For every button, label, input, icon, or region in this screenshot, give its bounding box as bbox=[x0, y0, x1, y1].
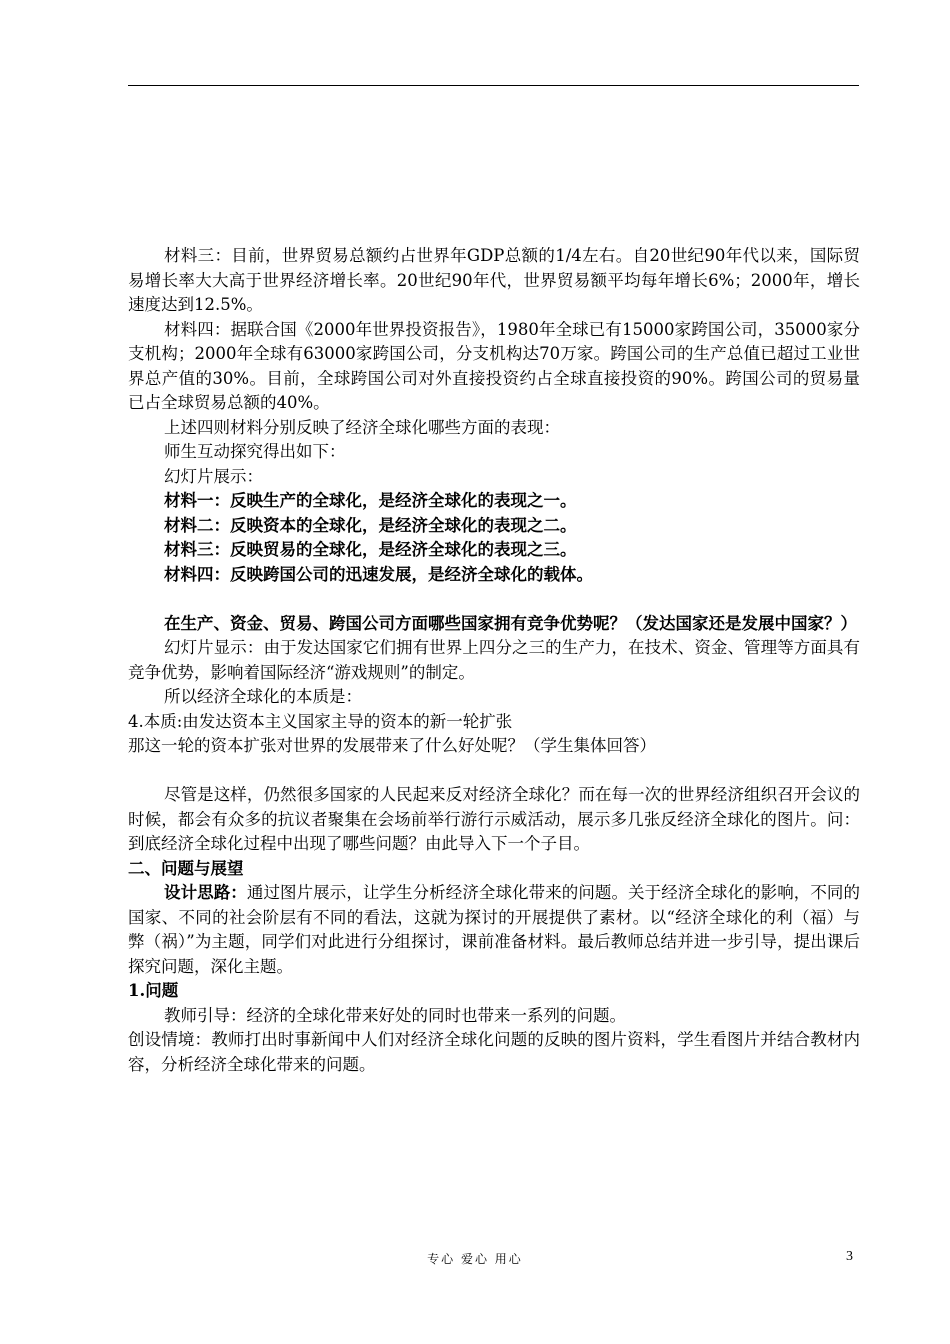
document-body bbox=[128, 244, 860, 1077]
material-3-paragraph: 材料三：目前，世界贸易总额约占世界年GDP总额的1/4左右。自20世纪90年代以来，国际贸易增长率大大高于世界经济增长率。20世纪90年代，世界贸易额平均每年增长6%；2000年，增长速度达到12.5%。 bbox=[128, 246, 860, 314]
conclusion-2: 材料二：反映资本的全球化，是经济全球化的表现之二。 bbox=[164, 515, 577, 535]
benefit-question: 那这一轮的资本扩张对世界的发展带来了什么好处呢？（学生集体回答） bbox=[128, 736, 656, 755]
blank-line bbox=[128, 587, 860, 612]
interaction-paragraph: 师生互动探究得出如下： bbox=[164, 442, 346, 461]
opposition-paragraph: 尽管是这样，仍然很多国家的人民起来反对经济全球化？而在每一次的世界经济组织召开会议的时候，都会有众多的抗议者聚集在会场前举行游行示威活动，展示多几张反经济全球化的图片。问：到底经济全球化过程中出现了哪些问题？由此导入下一个子目。 bbox=[128, 785, 860, 853]
slide-show-paragraph: 幻灯片展示： bbox=[164, 466, 263, 486]
section-heading: 二、问题与展望 bbox=[128, 858, 244, 878]
design-thinking-label: 设计思路： bbox=[164, 883, 247, 902]
essence-item: 4.本质:由发达资本主义国家主导的资本的新一轮扩张 bbox=[128, 711, 513, 731]
question-paragraph: 上述四则材料分别反映了经济全球化哪些方面的表现： bbox=[164, 417, 560, 437]
page-number: 3 bbox=[846, 1249, 853, 1264]
competitive-advantage-question: 在生产、资金、贸易、跨国公司方面哪些国家拥有竞争优势呢？（发达国家还是发展中国家？） bbox=[164, 613, 857, 633]
material-4-paragraph: 材料四：据联合国《2000年世界投资报告》，1980年全球已有15000家跨国公司，35000家分支机构；2000年全球有63000家跨国公司，分支机构达70万家。跨国公司的生产总值已超过工业世界总产值的30%。目前，全球跨国公司对外直接投资约占全球直接投资的90%。跨国公司的贸易量已占全球贸易总额的40%。 bbox=[128, 319, 860, 412]
conclusion-3: 材料三：反映贸易的全球化，是经济全球化的表现之三。 bbox=[164, 540, 577, 559]
conclusion-4: 材料四：反映跨国公司的迅速发展，是经济全球化的载体。 bbox=[164, 564, 593, 584]
header-rule bbox=[128, 85, 859, 86]
essence-intro: 所以经济全球化的本质是： bbox=[164, 687, 362, 706]
slide-display-paragraph: 幻灯片显示：由于发达国家它们拥有世界上四分之三的生产力，在技术、资金、管理等方面具有竞争优势，影响着国际经济“游戏规则”的制定。 bbox=[128, 638, 860, 682]
design-thinking-text: 通过图片展示，让学生分析经济全球化带来的问题。关于经济全球化的影响，不同的国家、不同的社会阶层有不同的看法，这就为探讨的开展提供了素材。以“经济全球化的利（福）与弊（祸）”为主题，同学们对此进行分组探讨，课前准备材料。最后教师总结并进一步引导，提出课后探究问题，深化主题。 bbox=[128, 883, 861, 976]
conclusion-1: 材料一：反映生产的全球化，是经济全球化的表现之一。 bbox=[164, 491, 577, 510]
footer-motto: 专心 爱心 用心 bbox=[427, 1252, 523, 1266]
subsection-heading: 1.问题 bbox=[128, 981, 179, 1000]
design-thinking-paragraph bbox=[128, 881, 860, 979]
blank-line bbox=[128, 759, 860, 784]
teacher-guidance: 教师引导：经济的全球化带来好处的同时也带来一系列的问题。 bbox=[164, 1005, 626, 1025]
scenario-paragraph: 创设情境：教师打出时事新闻中人们对经济全球化问题的反映的图片资料，学生看图片并结合教材内容，分析经济全球化带来的问题。 bbox=[128, 1030, 860, 1074]
